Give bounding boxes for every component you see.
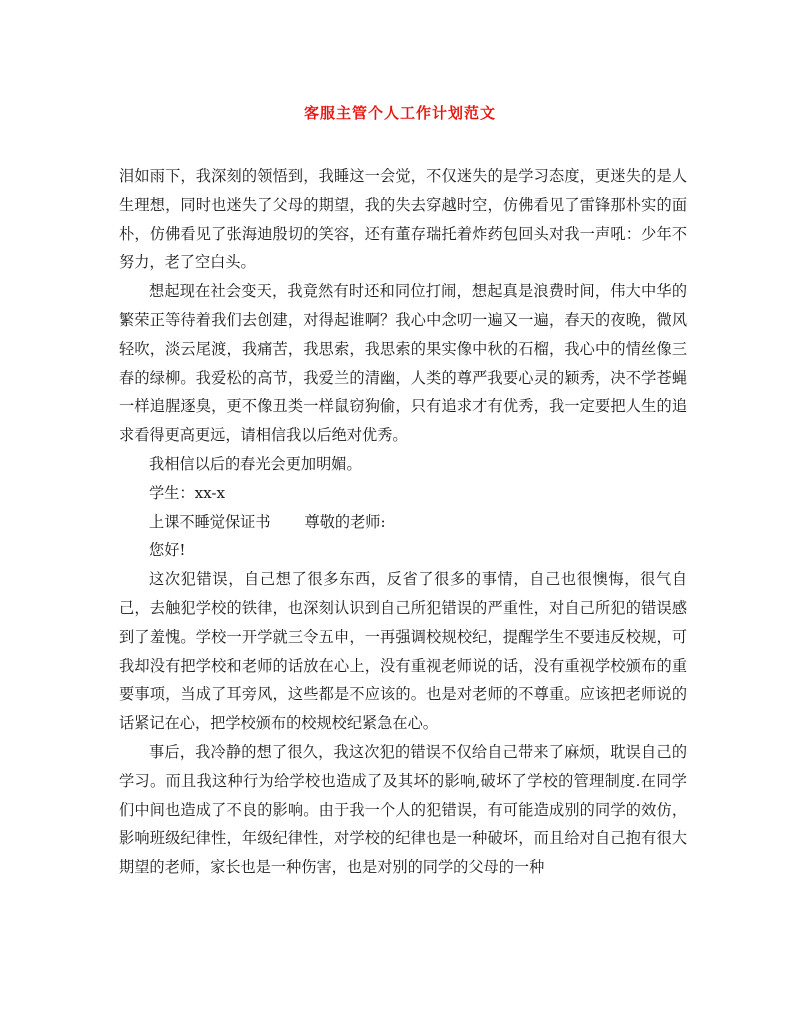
letter-heading: 上课不睡觉保证书	[149, 512, 271, 531]
document-body	[119, 162, 687, 882]
paragraph-3: 我相信以后的春光会更加明媚。	[149, 454, 362, 473]
paragraph-2: 想起现在社会变天，我竟然有时还和同位打闹，想起真是浪费时间，伟大中华的繁荣正等待着我们去创建，对得起谁啊？我心中念叨一遍又一遍，春天的夜晚，微风轻吹，淡云尾渡，我痛苦，我思索，我思索的果实像中秋的石榴，我心中的情丝像三春的绿柳。我爱松的高节，我爱兰的清幽，人类的尊严我要心灵的颖秀，决不学苍蝇一样追腥逐臭，更不像丑类一样鼠窃狗偷，只有追求才有优秀，我一定要把人生的追求看得更高更远，请相信我以后绝对优秀。	[119, 282, 687, 445]
letter-paragraph-2: 事后，我冷静的想了很久，我这次犯的错误不仅给自己带来了麻烦，耽误自己的学习。而且我这种行为给学校也造成了及其坏的影响,破坏了学校的管理制度.在同学们中间也造成了不良的影响。由于我一个人的犯错误，有可能造成别的同学的效仿，影响班级纪律性，年级纪律性，对学校的纪律也是一种破坏，而且给对自己抱有很大期望的老师，家长也是一种伤害，也是对别的同学的父母的一种	[119, 742, 687, 877]
document-title: 客服主管个人工作计划范文	[303, 104, 496, 122]
signature-line: 学生：xx-x	[149, 483, 226, 502]
letter-salutation: 尊敬的老师:	[304, 512, 386, 531]
letter-greeting: 您好!	[149, 541, 186, 560]
letter-paragraph-1: 这次犯错误，自己想了很多东西，反省了很多的事情，自己也很懊悔，很气自己，去触犯学校的铁律，也深刻认识到自己所犯错误的严重性，对自己所犯的错误感到了羞愧。学校一开学就三令五申，一再强调校规校纪，提醒学生不要违反校规，可我却没有把学校和老师的话放在心上，没有重视老师说的话，没有重视学校颁布的重要事项，当成了耳旁风，这些都是不应该的。也是对老师的不尊重。应该把老师说的话紧记在心，把学校颁布的校规校纪紧急在心。	[119, 570, 687, 733]
paragraph-1: 泪如雨下，我深刻的领悟到，我睡这一会觉，不仅迷失的是学习态度，更迷失的是人生理想，同时也迷失了父母的期望，我的失去穿越时空，仿佛看见了雷锋那朴实的面朴，仿佛看见了张海迪殷切的笑容，还有董存瑞托着炸药包回头对我一声吼：少年不努力，老了空白头。	[119, 167, 687, 272]
letter-heading-line	[119, 508, 687, 537]
